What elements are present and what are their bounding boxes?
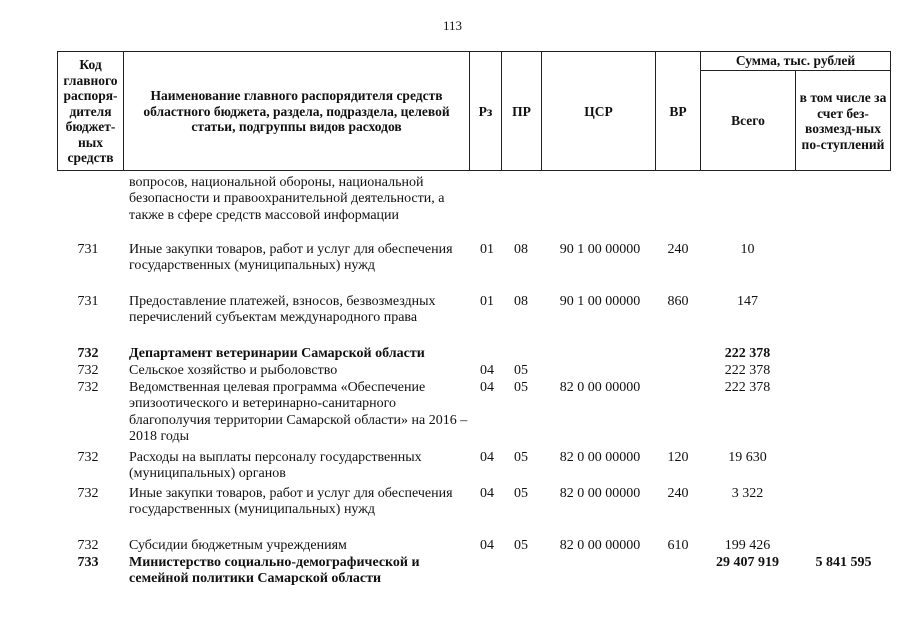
row-pr: 05 xyxy=(514,363,528,378)
row-total: 19 630 xyxy=(728,450,767,465)
row-vr: 240 xyxy=(667,242,689,257)
row-pr: 08 xyxy=(514,242,528,257)
row-code: 732 xyxy=(77,538,99,553)
row-total: 199 426 xyxy=(724,538,771,553)
row-rz: 04 xyxy=(480,538,494,553)
row-csr: 90 1 00 00000 xyxy=(559,294,641,309)
row-name: вопросов, национальной обороны, национальной безопасности и правоохранительной деятельности, а также в сфере средств массовой информации xyxy=(129,175,445,223)
row-name: Иные закупки товаров, работ и услуг для обеспечения государственных (муниципальных) нужд xyxy=(129,242,453,274)
row-csr: 82 0 00 00000 xyxy=(559,538,641,553)
row-name: Департамент ветеринарии Самарской области xyxy=(129,346,425,361)
header-bottom-rule xyxy=(57,170,891,171)
row-code: 732 xyxy=(77,450,99,465)
row-vr: 610 xyxy=(667,538,689,553)
row-total: 29 407 919 xyxy=(716,555,779,570)
row-code: 732 xyxy=(77,363,99,378)
row-vr: 120 xyxy=(667,450,689,465)
row-rz: 04 xyxy=(480,363,494,378)
row-name: Иные закупки товаров, работ и услуг для обеспечения государственных (муниципальных) нужд xyxy=(129,486,453,518)
row-code: 733 xyxy=(77,555,99,570)
row-code: 731 xyxy=(77,242,99,257)
header-code: Код главного распоря-дителя бюджет-ных средств xyxy=(63,57,118,166)
header-sum-group: Сумма, тыс. рублей xyxy=(735,53,856,69)
row-total: 222 378 xyxy=(724,380,771,395)
row-csr: 90 1 00 00000 xyxy=(559,242,641,257)
row-code: 731 xyxy=(77,294,99,309)
row-rz: 01 xyxy=(480,242,494,257)
col-border xyxy=(890,51,891,171)
row-code: 732 xyxy=(77,346,99,361)
header-rz: Рз xyxy=(478,103,493,119)
row-csr: 82 0 00 00000 xyxy=(559,486,641,501)
row-pr: 05 xyxy=(514,380,528,395)
header-name: Наименование главного распорядителя средств областного бюджета, раздела, подраздела, целевой статьи, подгруппы видов расходов xyxy=(143,88,450,135)
row-name: Расходы на выплаты персоналу государственных (муниципальных) органов xyxy=(129,450,422,482)
row-total: 222 378 xyxy=(724,346,771,361)
row-total: 3 322 xyxy=(731,486,764,501)
row-name: Ведомственная целевая программа «Обеспечение эпизоотического и ветеринарно-санитарного благополучия территории Самарской области» на 2016 –2018 годы xyxy=(129,380,468,445)
row-pr: 05 xyxy=(514,486,528,501)
row-csr: 82 0 00 00000 xyxy=(559,450,641,465)
row-total: 10 xyxy=(740,242,755,257)
row-rz: 04 xyxy=(480,450,494,465)
row-name: Предоставление платежей, взносов, безвозмездных перечислений субъектам международного права xyxy=(129,294,436,326)
header-csr: ЦСР xyxy=(584,103,613,119)
row-code: 732 xyxy=(77,486,99,501)
row-pr: 05 xyxy=(514,538,528,553)
row-vr: 860 xyxy=(667,294,689,309)
row-total: 147 xyxy=(737,294,758,309)
row-name: Сельское хозяйство и рыболовство xyxy=(129,363,338,378)
row-code: 732 xyxy=(77,380,99,395)
row-pr: 08 xyxy=(514,294,528,309)
row-csr: 82 0 00 00000 xyxy=(559,380,641,395)
row-name: Министерство социально-демографической и семейной политики Самарской области xyxy=(129,555,420,587)
header-total: Всего xyxy=(731,113,765,129)
row-vr: 240 xyxy=(667,486,689,501)
header-pr: ПР xyxy=(512,103,531,119)
row-rz: 01 xyxy=(480,294,494,309)
row-pr: 05 xyxy=(514,450,528,465)
row-grants: 5 841 595 xyxy=(815,555,872,570)
header-vr: ВР xyxy=(669,103,687,119)
row-rz: 04 xyxy=(480,486,494,501)
row-name: Субсидии бюджетным учреждениям xyxy=(129,538,347,553)
row-total: 222 378 xyxy=(724,363,771,378)
page-number: 113 xyxy=(442,18,463,33)
row-rz: 04 xyxy=(480,380,494,395)
header-grants: в том числе за счет без-возмезд-ных по-ступлений xyxy=(799,90,887,152)
